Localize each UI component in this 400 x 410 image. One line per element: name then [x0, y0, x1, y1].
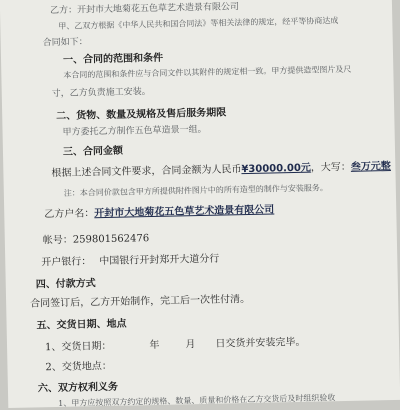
year-unit: 年	[149, 339, 160, 352]
bank-label: 开户银行：	[41, 256, 92, 269]
month-unit: 月	[185, 339, 196, 351]
delivery-place-line: 2、交货地点：	[45, 360, 112, 374]
amount-value: ¥30000.00元	[241, 162, 311, 176]
intro-line: 甲、乙双方根据《中华人民共和国合同法》等相关法律的规定，经平等协商达成	[58, 16, 339, 31]
section-1-body-1: 本合同的范围和条件应与合同文件以其附件的规定相一致。甲方提供造型图片及尺	[63, 64, 352, 80]
amount-note: 注：本合同价款包含甲方所提供附件图片中的所有造型的制作与安装服务。	[63, 183, 328, 198]
section-2-title: 二、货物、数量及规格及售后服务期限	[56, 107, 227, 122]
section-5-title: 五、交货日期、地点	[36, 318, 127, 332]
section-1-body-2: 寸，乙方负责施工安装。	[51, 87, 151, 100]
account-label: 帐号：	[42, 234, 73, 247]
account-line	[43, 233, 150, 247]
amount-mid: ，大写：	[310, 161, 351, 174]
payee-label: 乙方户名：	[44, 208, 95, 221]
section-2-body: 甲方委托乙方制作五色草造景一组。	[62, 124, 207, 138]
delivery-date-line	[45, 337, 306, 354]
section-4-title: 四、付款方式	[35, 278, 96, 291]
date-rest: 日交货并安装完毕。	[215, 336, 306, 350]
section-3-title: 三、合同金额	[62, 145, 124, 158]
section-4-body: 合同签订后，乙方开始制作，完工后一次性付清。	[30, 293, 251, 310]
payee-name: 开封市大地菊花五色草艺术造景有限公司	[94, 204, 275, 220]
section-6-first-clause: 1、甲方应按照双方约定的规格、数量、质量和价格在乙方交货后及时组织验收	[58, 393, 336, 409]
delivery-date-label: 1、交货日期：	[44, 340, 112, 354]
bank-line	[41, 254, 219, 270]
account-number: 259801562476	[72, 233, 150, 246]
amount-uppercase: 叁万元整	[350, 160, 391, 173]
payee-line	[44, 204, 274, 221]
party-b-line: 乙方：开封市大地菊花五色草艺术造景有限公司	[49, 2, 240, 17]
amount-prefix: 根据上述合同文件要求，合同金额为人民币	[51, 164, 242, 180]
section-6-title: 六、双方权利义务	[37, 381, 119, 395]
amount-line	[51, 161, 391, 180]
intro-end: 合同如下：	[42, 37, 88, 49]
bank-name: 中国银行开封郑开大道分行	[99, 253, 220, 268]
section-1-title: 一、合同的范围和条件	[62, 52, 164, 66]
